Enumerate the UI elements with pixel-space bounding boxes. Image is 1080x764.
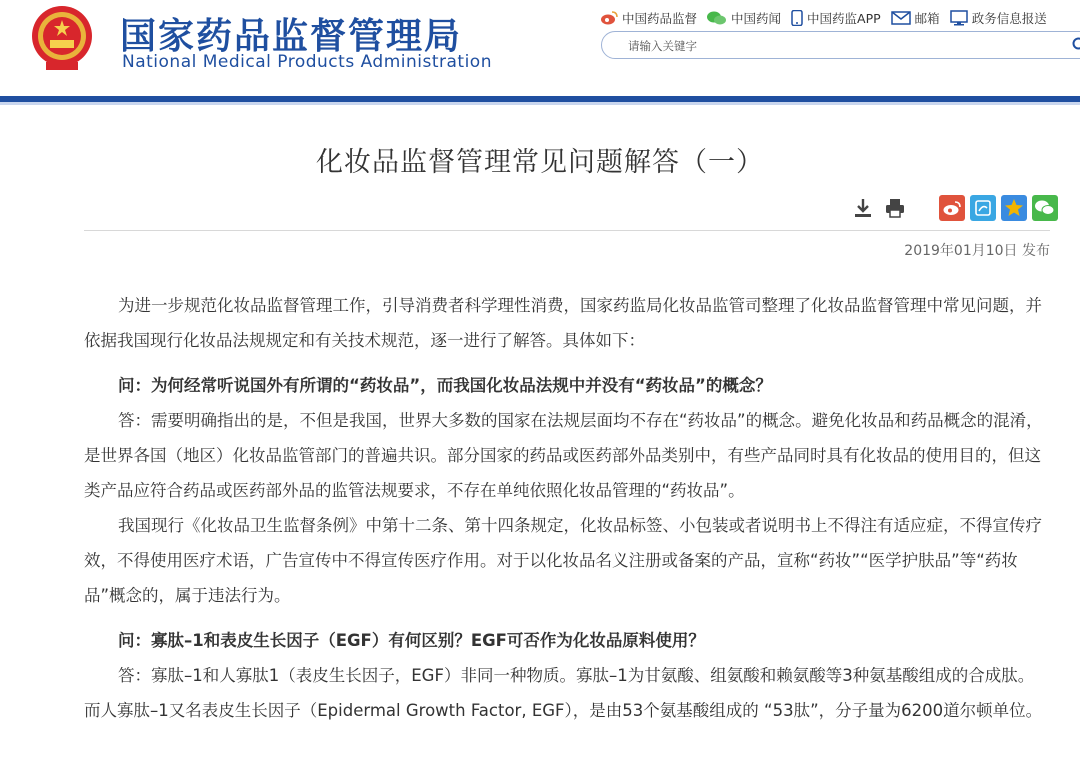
weibo-share-icon <box>942 200 962 216</box>
top-links <box>600 8 1057 28</box>
question-1: 问：为何经常听说国外有所谓的“药妆品”，而我国化妆品法规中并没有“药妆品”的概念？ <box>118 376 772 395</box>
publish-date <box>904 240 1050 260</box>
link-mail-label: 邮箱 <box>914 11 940 26</box>
mail-icon <box>891 11 911 25</box>
star-icon <box>1004 198 1024 218</box>
site-header <box>0 0 1080 96</box>
download-button[interactable] <box>850 195 876 221</box>
national-emblem-icon <box>28 4 96 72</box>
answer-1-paragraph-2: 我国现行《化妆品卫生监督条例》中第十二条、第十四条规定，化妆品标签、小包装或者说明书上不得注有适应症，不得宣传疗效，不得使用医疗术语，广告宣传中不得宣传医疗作用。对于以化妆品名义注册或备案的产品，宣称“药妆”“医学护肤品”等“药妆品”概念的，属于违法行为。 <box>84 516 1042 605</box>
header-divider-shadow <box>0 102 1080 105</box>
link-app[interactable] <box>791 9 881 27</box>
link-wechat[interactable] <box>707 9 781 27</box>
article-title: 化妆品监督管理常见问题解答（一） <box>316 147 764 178</box>
wechat-share-icon <box>1034 199 1056 217</box>
phone-icon <box>791 10 803 26</box>
link-wechat-label: 中国药闻 <box>731 11 782 26</box>
article-body <box>84 288 1050 728</box>
search-input[interactable] <box>626 36 1050 56</box>
link-report[interactable] <box>950 9 1047 27</box>
qzone-icon <box>974 199 992 217</box>
org-name-en: National Medical Products Administration <box>122 52 492 72</box>
intro-paragraph: 为进一步规范化妆品监督管理工作，引导消费者科学理性消费，国家药监局化妆品监管司整理了化妆品监督管理中常见问题，并依据我国现行化妆品法规规定和有关技术规范，逐一进行了解答。具体如下： <box>84 296 1042 350</box>
monitor-icon <box>950 10 968 26</box>
publish-date-suffix: 发布 <box>1022 243 1050 259</box>
link-weibo-label: 中国药品监督 <box>622 11 698 26</box>
org-name-cn[interactable]: 国家药品监督管理局 <box>120 16 463 57</box>
link-app-label: 中国药监APP <box>807 11 881 26</box>
article-toolbar <box>850 195 1058 221</box>
search-icon[interactable] <box>1072 37 1080 53</box>
share-qzone-button[interactable] <box>970 195 996 221</box>
title-divider <box>84 230 1050 231</box>
link-weibo[interactable] <box>600 9 697 27</box>
question-2: 问：寡肽–1和表皮生长因子（EGF）有何区别？EGF可否作为化妆品原料使用？ <box>118 631 705 650</box>
download-icon <box>852 197 874 219</box>
share-weibo-button[interactable] <box>939 195 965 221</box>
print-icon <box>884 197 906 219</box>
print-button[interactable] <box>882 195 908 221</box>
link-report-label: 政务信息报送 <box>971 11 1047 26</box>
share-star-button[interactable] <box>1001 195 1027 221</box>
search-box <box>601 31 1080 59</box>
publish-date-value: 2019年01月10日 <box>904 243 1018 259</box>
answer-2-paragraph-1: 答：寡肽–1和人寡肽1（表皮生长因子，EGF）非同一种物质。寡肽–1为甘氨酸、组氨酸和赖氨酸等3种氨基酸组成的合成肽。而人寡肽–1又名表皮生长因子（Epidermal Growth Factor, EGF），是由53个氨基酸组成的 “53肽”，分子量为6200道尔顿单位。 <box>84 666 1043 720</box>
link-mail[interactable] <box>891 9 940 27</box>
weibo-icon <box>600 11 618 25</box>
wechat-icon <box>707 11 727 25</box>
share-wechat-button[interactable] <box>1032 195 1058 221</box>
answer-1-paragraph-1: 答：需要明确指出的是，不但是我国，世界大多数的国家在法规层面均不存在“药妆品”的概念。避免化妆品和药品概念的混淆，是世界各国（地区）化妆品监管部门的普遍共识。部分国家的药品或医药部外品类别中，有些产品同时具有化妆品的使用目的，但这类产品应符合药品或医药部外品的监管法规要求，不存在单纯依照化妆品管理的“药妆品”。 <box>84 411 1043 500</box>
